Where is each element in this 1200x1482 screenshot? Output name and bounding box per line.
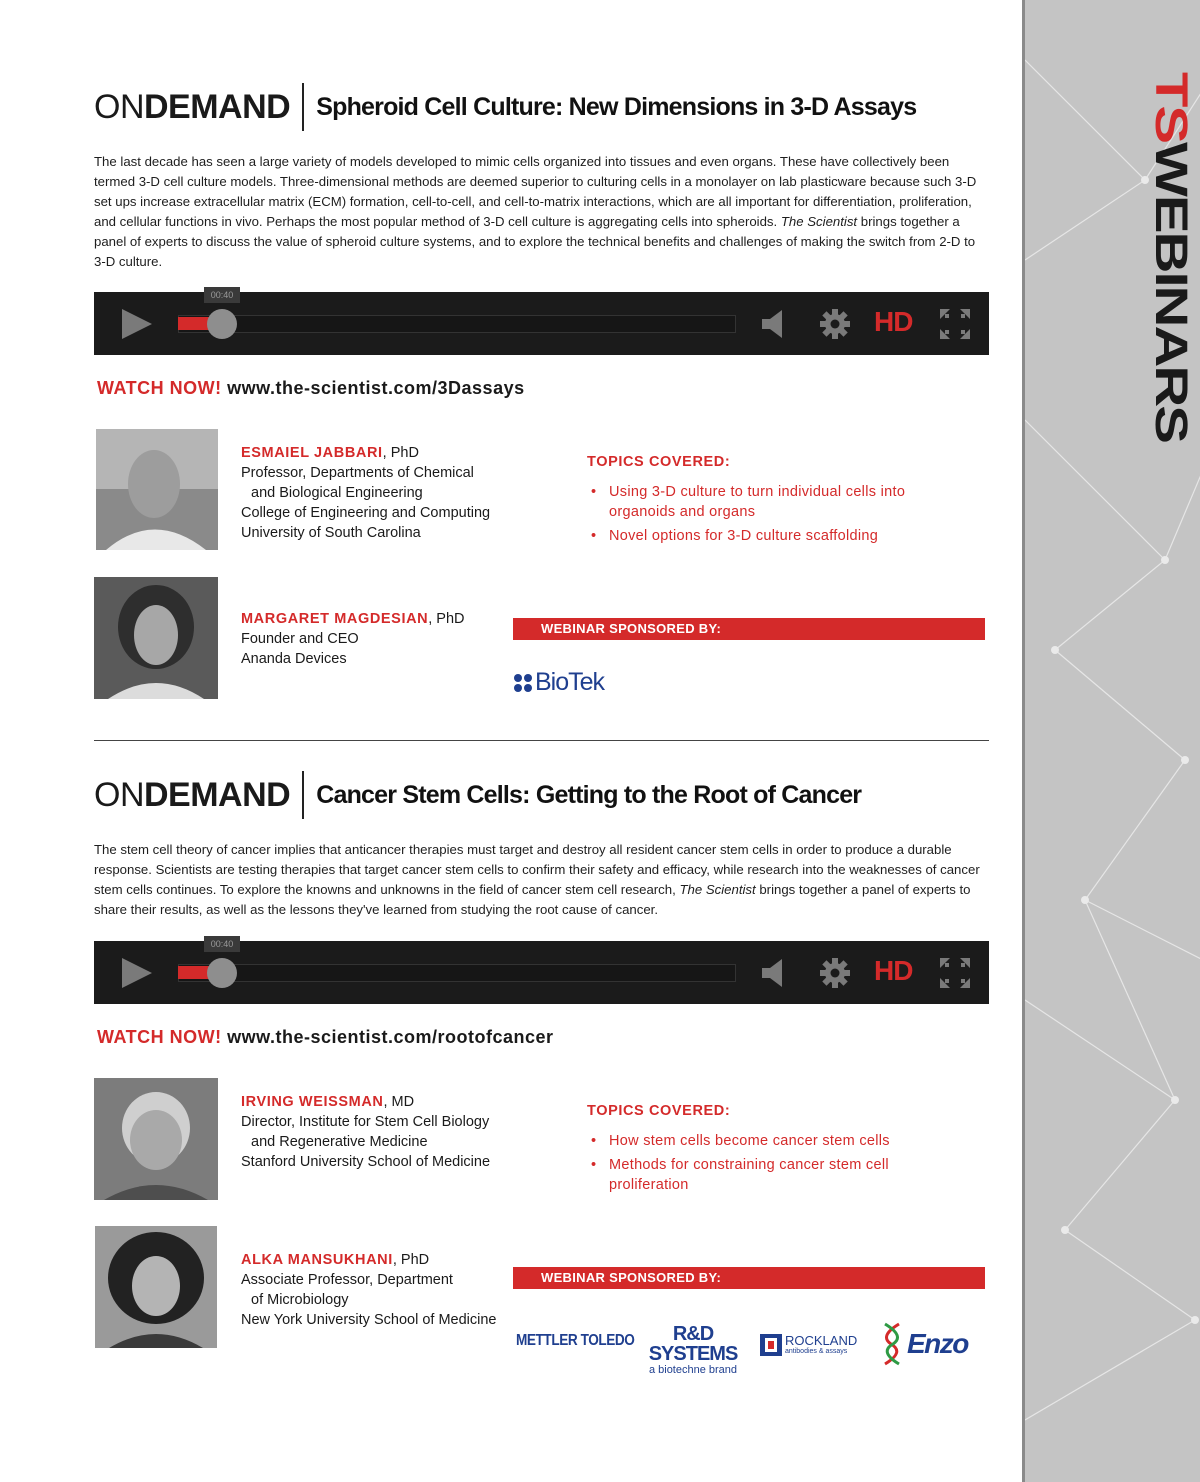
sponsor-tagline: antibodies & assays [785, 1348, 848, 1355]
speaker-degree: , MD [383, 1094, 415, 1110]
speaker-photo [94, 1078, 218, 1200]
speaker-info [241, 1092, 490, 1172]
enzo-helix [877, 1322, 907, 1366]
header-divider [302, 83, 304, 131]
sponsor-name: Enzo [907, 1328, 968, 1359]
topic-item: • Novel options for 3-D culture scaffolding [587, 526, 929, 546]
sidebar-title-webinars: WEBINARS [1145, 142, 1197, 442]
speaker-affiliation: Associate Professor, Department [241, 1272, 453, 1288]
watch-now-line [97, 1027, 554, 1048]
gear-icon[interactable] [819, 308, 851, 340]
description-text: The last decade has seen a large variety of models developed to mimic cells organized into tissues and even organs. These have collectively been termed 3-D cell culture models. Three-dimensional methods are deemed superior to culturing cells in a monolayer on lab plasticware because such 3-D set ups increase extracellular matrix (ECM) formation, cell-to-cell, and cell-to-matrix interactions, which are all important for differentiation, proliferation, and cellular functions in vivo. Perhaps the most popular method of 3-D cell culture is aggregating cells into spheroids. [94, 154, 977, 229]
volume-icon[interactable] [760, 958, 796, 988]
description-italic: The Scientist [679, 882, 756, 897]
brand-demand: DEMAND [144, 775, 291, 814]
enzo-logo[interactable] [877, 1322, 968, 1366]
watch-now-link[interactable]: www.the-scientist.com/3Dassays [227, 378, 525, 398]
speaker-info [241, 609, 464, 669]
topic-item: • Using 3-D culture to turn individual cells into organoids and organs [587, 482, 929, 522]
topics-heading: TOPICS COVERED: [587, 454, 731, 470]
description-text: brings together a panel of experts to share their results, as well as the lessons they've learned from studying the root cause of cancer. [94, 882, 971, 917]
sponsor-name: R&D SYSTEMS [648, 1323, 738, 1365]
mettler-toledo-logo[interactable]: METTLER TOLEDO [516, 1332, 635, 1349]
sidebar-title [1145, 72, 1197, 442]
biotek-logo[interactable] [513, 668, 604, 697]
rockland-mark [760, 1334, 782, 1356]
ondemand-brand [94, 88, 290, 127]
webinar-header [94, 82, 916, 132]
brand-on: ON [94, 775, 144, 814]
speaker-info [241, 1250, 496, 1330]
sponsor-bar: WEBINAR SPONSORED BY: [513, 618, 985, 640]
speaker-affiliation: Stanford University School of Medicine [241, 1154, 491, 1170]
description-italic: The Scientist [780, 214, 858, 229]
speaker-affiliation: Ananda Devices [241, 651, 347, 667]
topic-item: • Methods for constraining cancer stem cell proliferation [587, 1155, 939, 1195]
webinar-description [94, 152, 986, 272]
sidebar-title-ts: TS [1145, 72, 1197, 143]
sponsor-bar: WEBINAR SPONSORED BY: [513, 1267, 985, 1289]
play-icon[interactable] [122, 958, 152, 988]
hd-toggle[interactable]: HD [874, 306, 913, 337]
speaker-degree: , PhD [392, 1252, 430, 1268]
ondemand-brand [94, 776, 290, 815]
video-player [94, 292, 989, 355]
rockland-logo[interactable] [760, 1334, 857, 1356]
webinar-title: Cancer Stem Cells: Getting to the Root of Cancer [316, 780, 862, 809]
speaker-affiliation: Founder and CEO [241, 631, 359, 647]
topic-item: • How stem cells become cancer stem cells [587, 1131, 939, 1151]
description-text: The stem cell theory of cancer implies that anticancer therapies must target and destroy all resident cancer stem cells in order to produce a durable response. Scientists are testing therapies that target cancer stem cells to confirm their safety and efficacy, while research into the weaknesses of cancer stem cells continues. To explore the knowns and unknowns in the field of cancer stem cell research, [94, 842, 980, 897]
speaker-photo [94, 577, 218, 699]
speaker-name: MARGARET MAGDESIAN [241, 611, 429, 627]
topics-covered [587, 454, 929, 550]
speaker-affiliation: University of South Carolina [241, 525, 421, 541]
speaker-photo [95, 1226, 217, 1348]
webinar-header [94, 770, 861, 820]
watch-now-line [97, 378, 525, 399]
header-divider [302, 771, 304, 819]
brand-on: ON [94, 87, 144, 126]
speaker-name: IRVING WEISSMAN [241, 1094, 384, 1110]
sponsor-tagline: a biotechne brand [648, 1364, 738, 1376]
volume-icon[interactable] [760, 309, 796, 339]
watch-now-label: WATCH NOW! [97, 378, 222, 398]
section-divider [94, 740, 989, 741]
progress-track[interactable] [178, 315, 736, 333]
speaker-affiliation: of Microbiology [251, 1292, 349, 1308]
watch-now-link[interactable]: www.the-scientist.com/rootofcancer [227, 1027, 554, 1047]
speaker-affiliation: College of Engineering and Computing [241, 505, 491, 521]
hd-toggle[interactable]: HD [874, 955, 913, 986]
time-tooltip: 00:40 [204, 287, 240, 303]
time-tooltip: 00:40 [204, 936, 240, 952]
speaker-name: ALKA MANSUKHANI [241, 1252, 393, 1268]
speaker-affiliation: Director, Institute for Stem Cell Biology [241, 1114, 490, 1130]
speaker-affiliation: New York University School of Medicine [241, 1312, 497, 1328]
fullscreen-icon[interactable] [939, 308, 971, 340]
play-icon[interactable] [122, 309, 152, 339]
speaker-affiliation: Professor, Departments of Chemical [241, 465, 474, 481]
scrubber-handle[interactable] [207, 309, 237, 339]
speaker-name: ESMAIEL JABBARI [241, 445, 383, 461]
sponsor-name: ROCKLAND [785, 1333, 858, 1348]
description-text: brings together a panel of experts to discuss the value of spheroid culture systems, and to explore the technical benefits and challenges of making the switch from 2-D to 3-D culture. [94, 214, 976, 269]
watch-now-label: WATCH NOW! [97, 1027, 222, 1047]
topics-heading: TOPICS COVERED: [587, 1103, 731, 1119]
gear-icon[interactable] [819, 957, 851, 989]
rnd-systems-logo[interactable] [638, 1324, 748, 1376]
speaker-photo [96, 429, 218, 550]
brand-demand: DEMAND [144, 87, 291, 126]
speaker-affiliation: and Regenerative Medicine [251, 1134, 428, 1150]
speaker-degree: , PhD [428, 611, 465, 627]
speaker-info [241, 443, 490, 543]
biotek-mark [513, 673, 535, 693]
webinar-description [94, 840, 986, 920]
sponsor-name: BioTek [535, 668, 605, 696]
topics-covered [587, 1103, 939, 1199]
scrubber-handle[interactable] [207, 958, 237, 988]
speaker-affiliation: and Biological Engineering [251, 485, 423, 501]
fullscreen-icon[interactable] [939, 957, 971, 989]
video-player [94, 941, 989, 1004]
progress-track[interactable] [178, 964, 736, 982]
speaker-degree: , PhD [382, 445, 419, 461]
webinar-title: Spheroid Cell Culture: New Dimensions in 3-D Assays [316, 92, 917, 121]
